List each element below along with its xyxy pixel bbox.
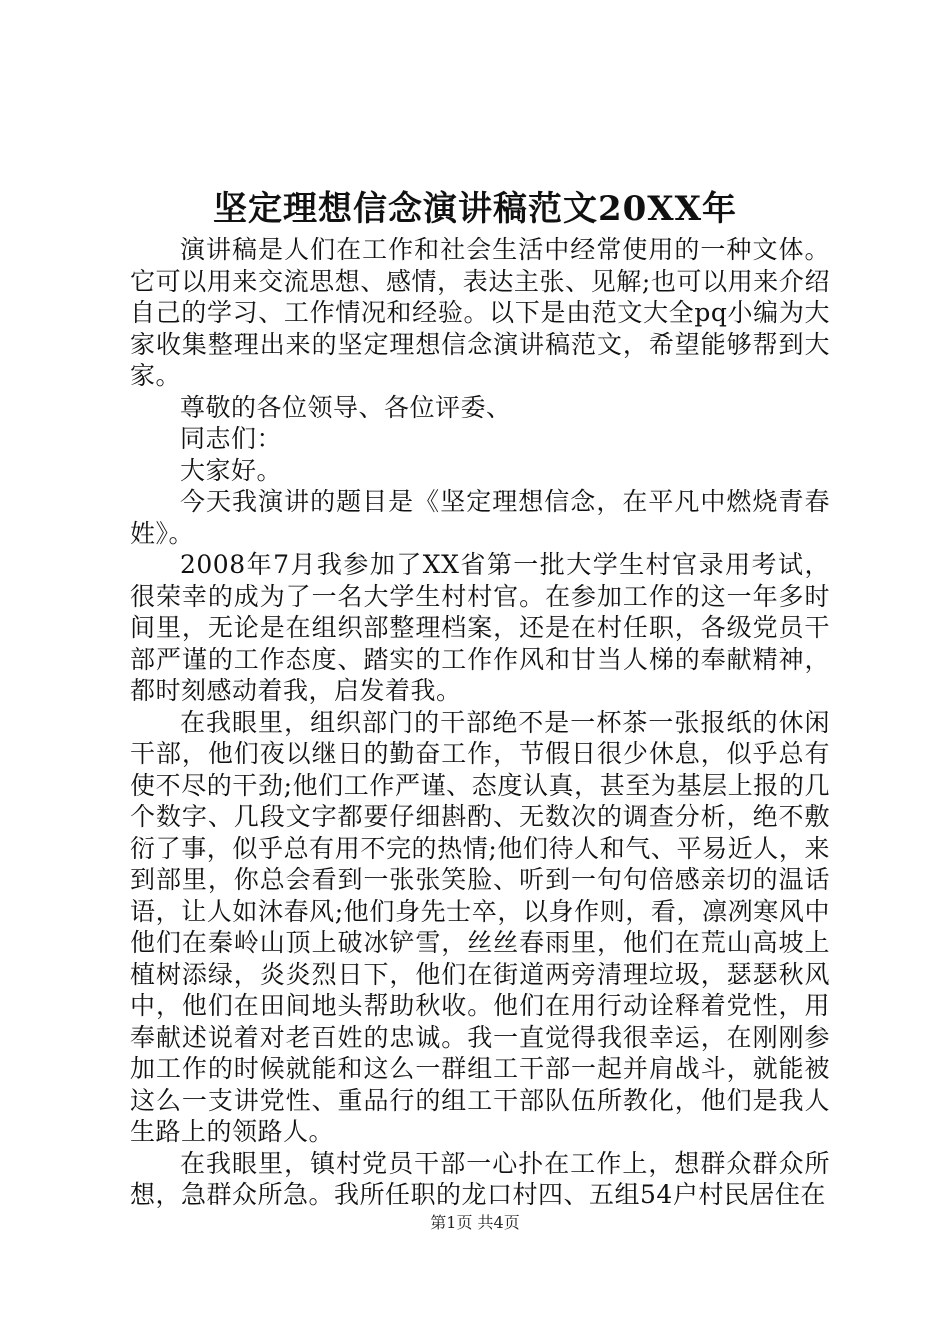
paragraph-intro: 演讲稿是人们在工作和社会生活中经常使用的一种文体。它可以用来交流思想、感情，表达主张、见解;也可以用来介绍自己的学习、工作情况和经验。以下是由范文大全pq小编为大家收集整理出来的坚定理想信念演讲稿范文，希望能够帮到大家。	[130, 235, 830, 390]
paragraph-background: 2008年7月我参加了XX省第一批大学生村官录用考试，很荣幸的成为了一名大学生村村官。在参加工作的这一年多时间里，无论是在组织部整理档案，还是在村任职，各级党员干部严谨的工作态度、踏实的工作作风和甘当人梯的奉献精神，都时刻感动着我，启发着我。	[130, 550, 830, 705]
document-body	[130, 234, 830, 1211]
paragraph-village-cadres: 在我眼里，镇村党员干部一心扑在工作上，想群众群众所想，急群众所急。我所任职的龙口村四、五组54户村民居住在	[130, 1148, 830, 1209]
paragraph-organization-cadres: 在我眼里，组织部门的干部绝不是一杯茶一张报纸的休闲干部，他们夜以继日的勤奋工作，节假日很少休息，似乎总有使不尽的干劲;他们工作严谨、态度认真，甚至为基层上报的几个数字、几段文字都要仔细斟酌、无数次的调查分析，绝不敷衍了事，似乎总有用不完的热情;他们待人和气、平易近人，来到部里，你总会看到一张张笑脸、听到一句句倍感亲切的温话语，让人如沐春风;他们身先士卒，以身作则，看，凛冽寒风中他们在秦岭山顶上破冰铲雪，丝丝春雨里，他们在荒山高坡上植树添绿，炎炎烈日下，他们在街道两旁清理垃圾，瑟瑟秋风中，他们在田间地头帮助秋收。他们在用行动诠释着党性，用奉献述说着对老百姓的忠诚。我一直觉得我很幸运，在刚刚参加工作的时候就能和这么一群组工干部一起并肩战斗，就能被这么一支讲党性、重品行的组工干部队伍所教化，他们是我人生路上的领路人。	[130, 707, 830, 1146]
paragraph-greeting: 大家好。	[180, 455, 283, 485]
paragraph-comrades: 同志们：	[180, 424, 283, 453]
paragraph-topic: 今天我演讲的题目是《坚定理想信念，在平凡中燃烧青春姓》。	[130, 487, 830, 548]
page-footer: 第1页 共4页	[430, 1213, 520, 1232]
document-title: 坚定理想信念演讲稿范文20XX年	[212, 189, 738, 229]
paragraph-salutation: 尊敬的各位领导、各位评委、	[180, 392, 512, 422]
